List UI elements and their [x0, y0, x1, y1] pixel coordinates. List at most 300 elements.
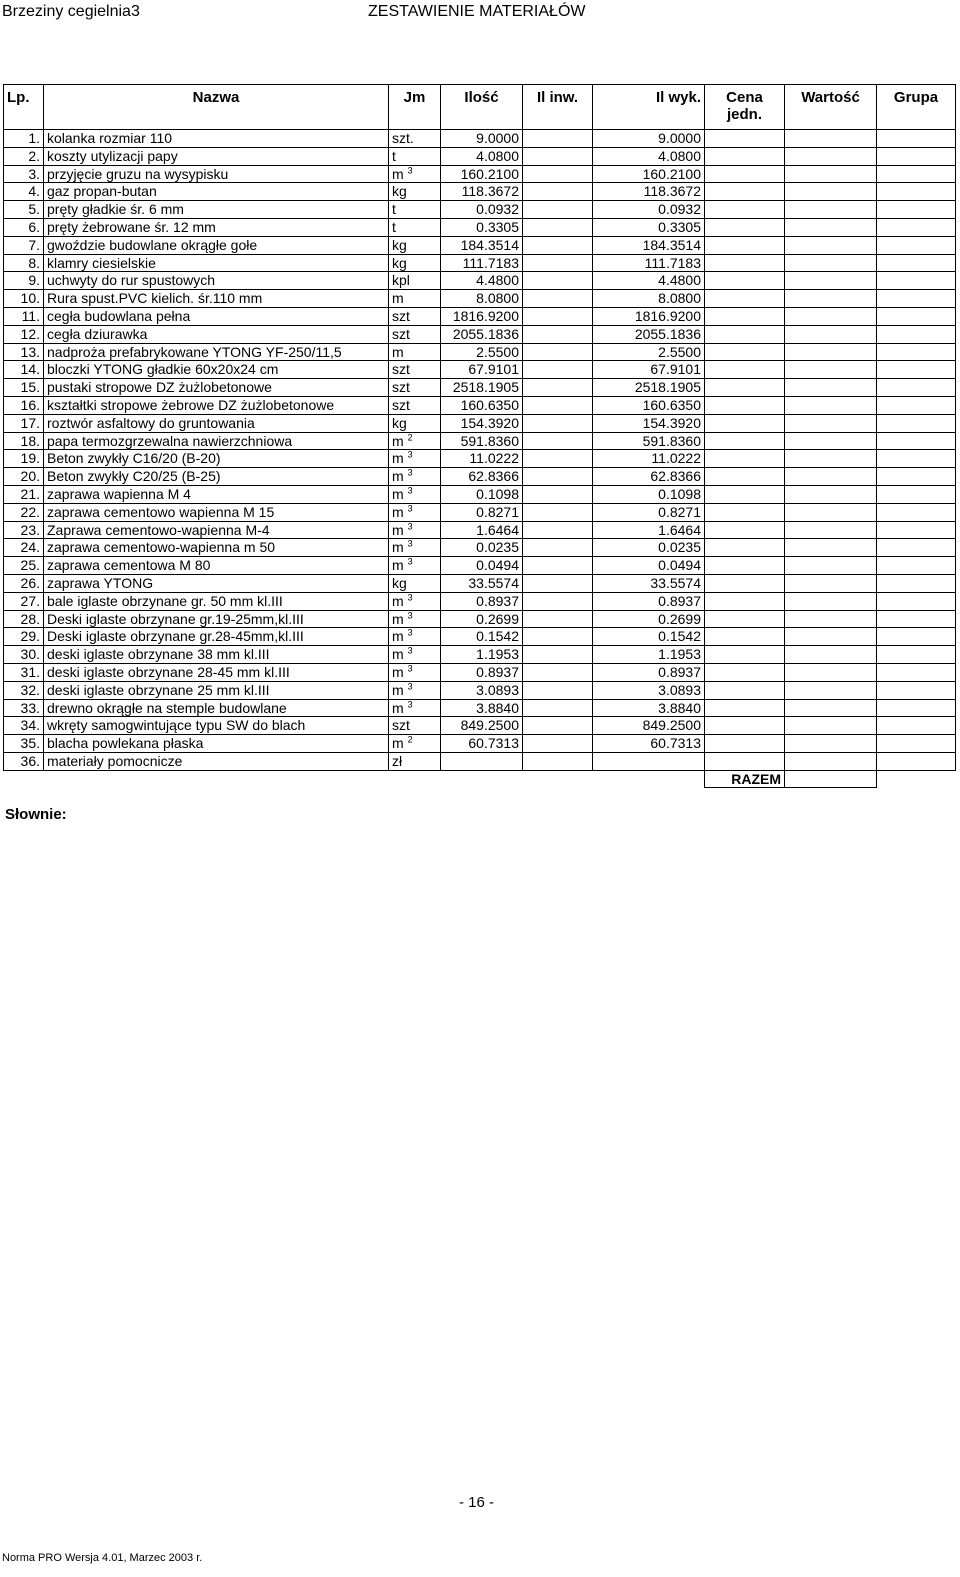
row-qty: 0.1542 — [441, 628, 523, 646]
row-value — [785, 218, 877, 236]
row-qty-inw — [523, 147, 593, 165]
row-qty-inw — [523, 521, 593, 539]
table-row — [4, 592, 956, 610]
table-row — [4, 521, 956, 539]
row-name: klamry ciesielskie — [44, 254, 389, 272]
row-qty-inw — [523, 539, 593, 557]
row-value — [785, 557, 877, 575]
row-qty-wyk: 62.8366 — [593, 468, 705, 486]
row-lp: 28. — [4, 610, 44, 628]
row-name: Zaprawa cementowo-wapienna M-4 — [44, 521, 389, 539]
row-price — [705, 218, 785, 236]
row-unit: m — [389, 290, 441, 308]
row-qty: 62.8366 — [441, 468, 523, 486]
row-qty: 2.5500 — [441, 343, 523, 361]
row-qty-inw — [523, 663, 593, 681]
row-group — [877, 218, 956, 236]
row-name: przyjęcie gruzu na wysypisku — [44, 165, 389, 183]
row-lp: 10. — [4, 290, 44, 308]
table-row — [4, 539, 956, 557]
report-title: ZESTAWIENIE MATERIAŁÓW — [368, 3, 586, 20]
row-unit: szt. — [389, 130, 441, 148]
row-qty: 160.2100 — [441, 165, 523, 183]
row-lp: 19. — [4, 450, 44, 468]
row-unit: m $^3$ — [389, 610, 441, 628]
row-group — [877, 343, 956, 361]
row-qty: 0.2699 — [441, 610, 523, 628]
row-qty-inw — [523, 450, 593, 468]
row-qty: 0.8937 — [441, 592, 523, 610]
row-qty-wyk: 0.1542 — [593, 628, 705, 646]
spacer-cell — [523, 770, 593, 788]
row-qty-wyk: 0.1098 — [593, 485, 705, 503]
row-qty: 0.8271 — [441, 503, 523, 521]
row-qty-wyk: 118.3672 — [593, 183, 705, 201]
row-qty-inw — [523, 130, 593, 148]
table-row — [4, 681, 956, 699]
row-qty: 8.0800 — [441, 290, 523, 308]
row-qty: 11.0222 — [441, 450, 523, 468]
row-price — [705, 485, 785, 503]
row-group — [877, 574, 956, 592]
row-value — [785, 254, 877, 272]
row-qty-inw — [523, 717, 593, 735]
col-header-lp: Lp. — [4, 85, 44, 130]
row-qty-wyk: 160.2100 — [593, 165, 705, 183]
row-qty-inw — [523, 681, 593, 699]
row-qty-wyk: 0.2699 — [593, 610, 705, 628]
row-lp: 9. — [4, 272, 44, 290]
row-qty: 111.7183 — [441, 254, 523, 272]
row-price — [705, 610, 785, 628]
row-qty: 1816.9200 — [441, 307, 523, 325]
row-name: gaz propan-butan — [44, 183, 389, 201]
row-qty-wyk: 8.0800 — [593, 290, 705, 308]
col-header-jm: Jm — [389, 85, 441, 130]
row-qty-wyk: 0.8937 — [593, 663, 705, 681]
row-qty-inw — [523, 592, 593, 610]
row-name: kolanka rozmiar 110 — [44, 130, 389, 148]
row-name: kształtki stropowe żebrowe DZ żużlobetonowe — [44, 396, 389, 414]
row-qty: 1.1953 — [441, 646, 523, 664]
row-value — [785, 485, 877, 503]
row-qty: 3.0893 — [441, 681, 523, 699]
row-price — [705, 414, 785, 432]
row-price — [705, 628, 785, 646]
row-qty — [441, 752, 523, 770]
total-value-cell — [785, 770, 877, 788]
row-qty-wyk: 1.6464 — [593, 521, 705, 539]
row-qty: 0.0494 — [441, 557, 523, 575]
row-group — [877, 735, 956, 753]
row-qty-inw — [523, 646, 593, 664]
row-lp: 13. — [4, 343, 44, 361]
row-name: gwoździe budowlane okrągłe gołe — [44, 236, 389, 254]
row-qty-inw — [523, 414, 593, 432]
row-value — [785, 699, 877, 717]
row-name: uchwyty do rur spustowych — [44, 272, 389, 290]
row-group — [877, 468, 956, 486]
row-qty-inw — [523, 272, 593, 290]
row-group — [877, 646, 956, 664]
total-label: RAZEM — [705, 770, 785, 788]
row-name: roztwór asfaltowy do gruntowania — [44, 414, 389, 432]
in-words-label: Słownie: — [5, 806, 67, 823]
row-name: Beton zwykły C20/25 (B-25) — [44, 468, 389, 486]
row-qty: 4.4800 — [441, 272, 523, 290]
row-unit: m $^3$ — [389, 646, 441, 664]
row-qty: 0.0932 — [441, 201, 523, 219]
row-qty-inw — [523, 503, 593, 521]
row-unit: szt — [389, 717, 441, 735]
table-row — [4, 183, 956, 201]
row-group — [877, 272, 956, 290]
row-qty-wyk: 2055.1836 — [593, 325, 705, 343]
row-lp: 5. — [4, 201, 44, 219]
row-value — [785, 610, 877, 628]
table-row — [4, 752, 956, 770]
row-unit: m — [389, 343, 441, 361]
row-qty-wyk: 11.0222 — [593, 450, 705, 468]
row-value — [785, 663, 877, 681]
row-value — [785, 290, 877, 308]
row-price — [705, 663, 785, 681]
row-value — [785, 468, 877, 486]
row-unit: m $^3$ — [389, 468, 441, 486]
row-qty: 160.6350 — [441, 396, 523, 414]
table-header-row — [4, 85, 956, 130]
row-name: zaprawa YTONG — [44, 574, 389, 592]
materials-table — [3, 84, 956, 788]
row-qty-wyk: 60.7313 — [593, 735, 705, 753]
row-qty-inw — [523, 379, 593, 397]
row-qty: 849.2500 — [441, 717, 523, 735]
row-name: pręty gładkie śr. 6 mm — [44, 201, 389, 219]
row-group — [877, 539, 956, 557]
row-unit: szt — [389, 379, 441, 397]
row-price — [705, 343, 785, 361]
row-lp: 6. — [4, 218, 44, 236]
row-price — [705, 201, 785, 219]
row-qty-wyk: 3.0893 — [593, 681, 705, 699]
row-qty-inw — [523, 343, 593, 361]
row-group — [877, 307, 956, 325]
row-name: papa termozgrzewalna nawierzchniowa — [44, 432, 389, 450]
row-value — [785, 343, 877, 361]
row-value — [785, 752, 877, 770]
table-row — [4, 165, 956, 183]
row-unit: m $^3$ — [389, 663, 441, 681]
row-qty-wyk: 9.0000 — [593, 130, 705, 148]
row-value — [785, 272, 877, 290]
row-lp: 17. — [4, 414, 44, 432]
row-name: zaprawa wapienna M 4 — [44, 485, 389, 503]
row-value — [785, 628, 877, 646]
row-name: materiały pomocnicze — [44, 752, 389, 770]
row-unit: zł — [389, 752, 441, 770]
row-group — [877, 165, 956, 183]
row-price — [705, 379, 785, 397]
row-lp: 7. — [4, 236, 44, 254]
row-qty: 2055.1836 — [441, 325, 523, 343]
row-qty-inw — [523, 557, 593, 575]
row-name: zaprawa cementowo-wapienna m 50 — [44, 539, 389, 557]
row-qty: 118.3672 — [441, 183, 523, 201]
row-unit: kg — [389, 236, 441, 254]
row-value — [785, 130, 877, 148]
row-lp: 22. — [4, 503, 44, 521]
row-qty-inw — [523, 218, 593, 236]
row-name: deski iglaste obrzynane 38 mm kl.III — [44, 646, 389, 664]
row-unit: m $^3$ — [389, 503, 441, 521]
row-value — [785, 414, 877, 432]
row-qty: 3.8840 — [441, 699, 523, 717]
table-row — [4, 307, 956, 325]
row-price — [705, 254, 785, 272]
row-group — [877, 414, 956, 432]
row-lp: 15. — [4, 379, 44, 397]
total-row — [4, 770, 956, 788]
row-qty: 591.8360 — [441, 432, 523, 450]
row-group — [877, 183, 956, 201]
row-qty: 60.7313 — [441, 735, 523, 753]
page-number: - 16 - — [459, 1494, 495, 1511]
row-price — [705, 290, 785, 308]
row-group — [877, 717, 956, 735]
row-group — [877, 485, 956, 503]
row-name: cegła budowlana pełna — [44, 307, 389, 325]
row-qty-inw — [523, 468, 593, 486]
row-price — [705, 735, 785, 753]
row-qty: 4.0800 — [441, 147, 523, 165]
row-price — [705, 557, 785, 575]
row-value — [785, 201, 877, 219]
row-name: pręty żebrowane śr. 12 mm — [44, 218, 389, 236]
row-lp: 4. — [4, 183, 44, 201]
spacer-cell — [389, 770, 441, 788]
row-value — [785, 396, 877, 414]
row-value — [785, 432, 877, 450]
table-row — [4, 663, 956, 681]
row-name: bloczki YTONG gładkie 60x20x24 cm — [44, 361, 389, 379]
row-qty-wyk: 154.3920 — [593, 414, 705, 432]
row-price — [705, 592, 785, 610]
row-value — [785, 592, 877, 610]
row-name: deski iglaste obrzynane 25 mm kl.III — [44, 681, 389, 699]
row-lp: 8. — [4, 254, 44, 272]
row-qty: 2518.1905 — [441, 379, 523, 397]
row-group — [877, 361, 956, 379]
row-unit: m $^2$ — [389, 735, 441, 753]
row-value — [785, 574, 877, 592]
row-qty-inw — [523, 574, 593, 592]
row-unit: m $^3$ — [389, 557, 441, 575]
row-group — [877, 610, 956, 628]
table-row — [4, 236, 956, 254]
row-qty-wyk: 4.4800 — [593, 272, 705, 290]
row-price — [705, 646, 785, 664]
row-price — [705, 574, 785, 592]
row-qty-inw — [523, 485, 593, 503]
row-group — [877, 201, 956, 219]
row-price — [705, 503, 785, 521]
spacer-cell — [441, 770, 523, 788]
row-lp: 36. — [4, 752, 44, 770]
row-value — [785, 681, 877, 699]
row-lp: 33. — [4, 699, 44, 717]
row-unit: m $^3$ — [389, 450, 441, 468]
table-row — [4, 468, 956, 486]
row-qty-wyk: 0.3305 — [593, 218, 705, 236]
row-name: pustaki stropowe DZ żużlobetonowe — [44, 379, 389, 397]
row-name: deski iglaste obrzynane 28-45 mm kl.III — [44, 663, 389, 681]
row-qty-inw — [523, 628, 593, 646]
row-price — [705, 539, 785, 557]
row-unit: szt — [389, 396, 441, 414]
row-group — [877, 236, 956, 254]
row-unit: m $^3$ — [389, 521, 441, 539]
row-name: zaprawa cementowo wapienna M 15 — [44, 503, 389, 521]
row-group — [877, 557, 956, 575]
row-group — [877, 432, 956, 450]
row-qty-wyk: 3.8840 — [593, 699, 705, 717]
table-row — [4, 503, 956, 521]
table-row — [4, 147, 956, 165]
row-unit: szt — [389, 361, 441, 379]
row-price — [705, 450, 785, 468]
row-qty-wyk: 1816.9200 — [593, 307, 705, 325]
row-group — [877, 396, 956, 414]
row-group — [877, 628, 956, 646]
row-qty-wyk: 591.8360 — [593, 432, 705, 450]
row-group — [877, 450, 956, 468]
row-value — [785, 147, 877, 165]
row-qty: 67.9101 — [441, 361, 523, 379]
row-name: Deski iglaste obrzynane gr.28-45mm,kl.III — [44, 628, 389, 646]
row-unit: szt — [389, 325, 441, 343]
row-qty: 0.8937 — [441, 663, 523, 681]
row-qty-inw — [523, 307, 593, 325]
row-unit: t — [389, 218, 441, 236]
row-unit: kg — [389, 254, 441, 272]
row-value — [785, 183, 877, 201]
row-qty-inw — [523, 361, 593, 379]
row-qty-wyk: 4.0800 — [593, 147, 705, 165]
col-header-grupa: Grupa — [877, 85, 956, 130]
row-group — [877, 130, 956, 148]
row-price — [705, 521, 785, 539]
row-qty: 0.3305 — [441, 218, 523, 236]
row-lp: 18. — [4, 432, 44, 450]
row-unit: m $^3$ — [389, 539, 441, 557]
table-body — [4, 130, 956, 771]
row-value — [785, 450, 877, 468]
row-value — [785, 325, 877, 343]
row-unit: m $^3$ — [389, 681, 441, 699]
row-lp: 23. — [4, 521, 44, 539]
row-lp: 14. — [4, 361, 44, 379]
row-group — [877, 681, 956, 699]
row-lp: 16. — [4, 396, 44, 414]
row-name: cegła dziurawka — [44, 325, 389, 343]
row-price — [705, 752, 785, 770]
row-lp: 1. — [4, 130, 44, 148]
col-header-wartosc: Wartość — [785, 85, 877, 130]
row-price — [705, 183, 785, 201]
row-lp: 21. — [4, 485, 44, 503]
row-qty: 184.3514 — [441, 236, 523, 254]
row-value — [785, 307, 877, 325]
row-group — [877, 254, 956, 272]
row-price — [705, 717, 785, 735]
table-row — [4, 325, 956, 343]
row-unit: szt — [389, 307, 441, 325]
row-lp: 11. — [4, 307, 44, 325]
row-lp: 27. — [4, 592, 44, 610]
row-name: zaprawa cementowa M 80 — [44, 557, 389, 575]
col-header-il-wyk: Il wyk. — [593, 85, 705, 130]
table-row — [4, 218, 956, 236]
col-header-ilosc: Ilość — [441, 85, 523, 130]
software-footer: Norma PRO Wersja 4.01, Marzec 2003 r. — [2, 1552, 203, 1564]
table-row — [4, 450, 956, 468]
table-row — [4, 254, 956, 272]
table-row — [4, 699, 956, 717]
row-qty: 0.0235 — [441, 539, 523, 557]
row-qty: 1.6464 — [441, 521, 523, 539]
row-price — [705, 361, 785, 379]
row-qty-wyk: 0.8271 — [593, 503, 705, 521]
table-row — [4, 610, 956, 628]
row-price — [705, 468, 785, 486]
row-qty-wyk: 849.2500 — [593, 717, 705, 735]
table-row — [4, 557, 956, 575]
row-name: Rura spust.PVC kielich. śr.110 mm — [44, 290, 389, 308]
row-price — [705, 165, 785, 183]
table-row — [4, 272, 956, 290]
row-qty-inw — [523, 290, 593, 308]
row-name: nadproża prefabrykowane YTONG YF-250/11,5 — [44, 343, 389, 361]
row-name: Beton zwykły C16/20 (B-20) — [44, 450, 389, 468]
row-price — [705, 272, 785, 290]
row-qty-wyk: 0.0494 — [593, 557, 705, 575]
table-row — [4, 130, 956, 148]
row-name: koszty utylizacji papy — [44, 147, 389, 165]
row-qty-inw — [523, 752, 593, 770]
row-group — [877, 752, 956, 770]
document-title: Brzeziny cegielnia3 — [2, 3, 140, 20]
table-row — [4, 201, 956, 219]
row-value — [785, 646, 877, 664]
row-price — [705, 236, 785, 254]
row-name: bale iglaste obrzynane gr. 50 mm kl.III — [44, 592, 389, 610]
row-qty-inw — [523, 165, 593, 183]
row-price — [705, 681, 785, 699]
row-lp: 32. — [4, 681, 44, 699]
row-name: Deski iglaste obrzynane gr.19-25mm,kl.III — [44, 610, 389, 628]
spacer-cell — [593, 770, 705, 788]
row-qty: 33.5574 — [441, 574, 523, 592]
row-price — [705, 130, 785, 148]
row-value — [785, 521, 877, 539]
row-qty-wyk: 2518.1905 — [593, 379, 705, 397]
table-row — [4, 361, 956, 379]
row-lp: 20. — [4, 468, 44, 486]
row-lp: 3. — [4, 165, 44, 183]
row-qty: 154.3920 — [441, 414, 523, 432]
row-value — [785, 165, 877, 183]
table-row — [4, 432, 956, 450]
